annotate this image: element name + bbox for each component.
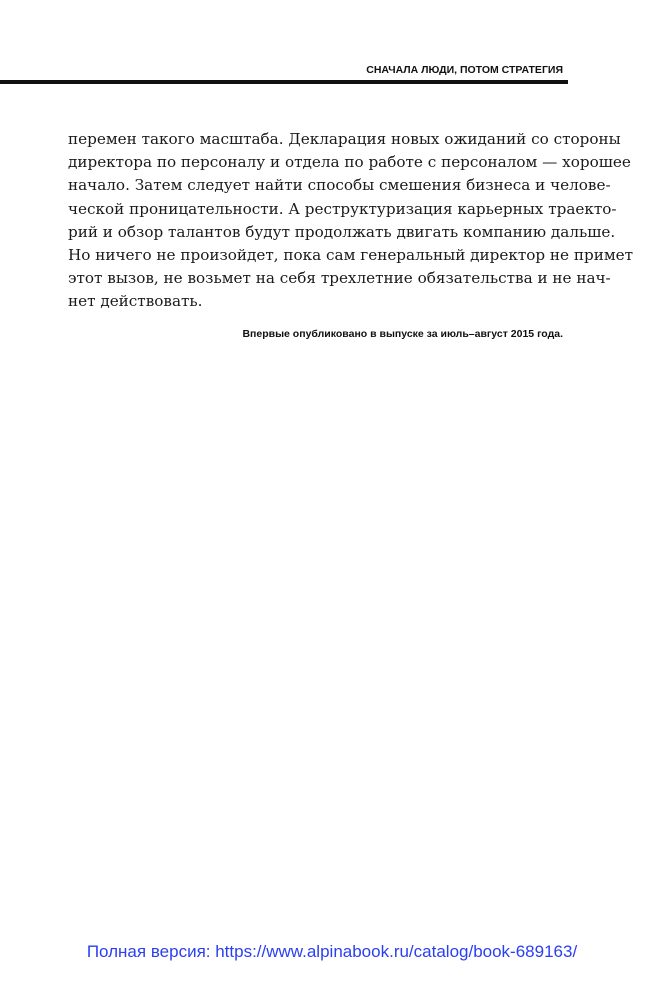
body-line: директора по персоналу и отдела по работе с персоналом — хорошее [68, 153, 631, 172]
body-line: рий и обзор талантов будут продолжать двигать компанию дальше. [68, 222, 616, 241]
publication-source-note: Впервые опубликовано в выпуске за июль–август 2015 года. [242, 328, 563, 340]
header-rule [0, 80, 568, 84]
body-line: нет действовать. [68, 292, 203, 311]
body-line: начало. Затем следует найти способы смешения бизнеса и челове- [68, 176, 611, 195]
body-line: перемен такого масштаба. Декларация новых ожиданий со стороны [68, 130, 621, 148]
full-version-link[interactable]: Полная версия: https://www.alpinabook.ru/catalog/book-689163/ [86, 942, 578, 961]
body-line: Но ничего не произойдет, пока сам генеральный директор не примет [68, 246, 634, 265]
body-paragraph [68, 128, 634, 314]
body-line: ческой проницательности. А реструктуризация карьерных траекто- [68, 199, 617, 218]
body-line: этот вызов, не возьмет на себя трехлетние обязательства и не нач- [68, 269, 611, 288]
running-head-title: СНАЧАЛА ЛЮДИ, ПОТОМ СТРАТЕГИЯ [366, 64, 563, 76]
